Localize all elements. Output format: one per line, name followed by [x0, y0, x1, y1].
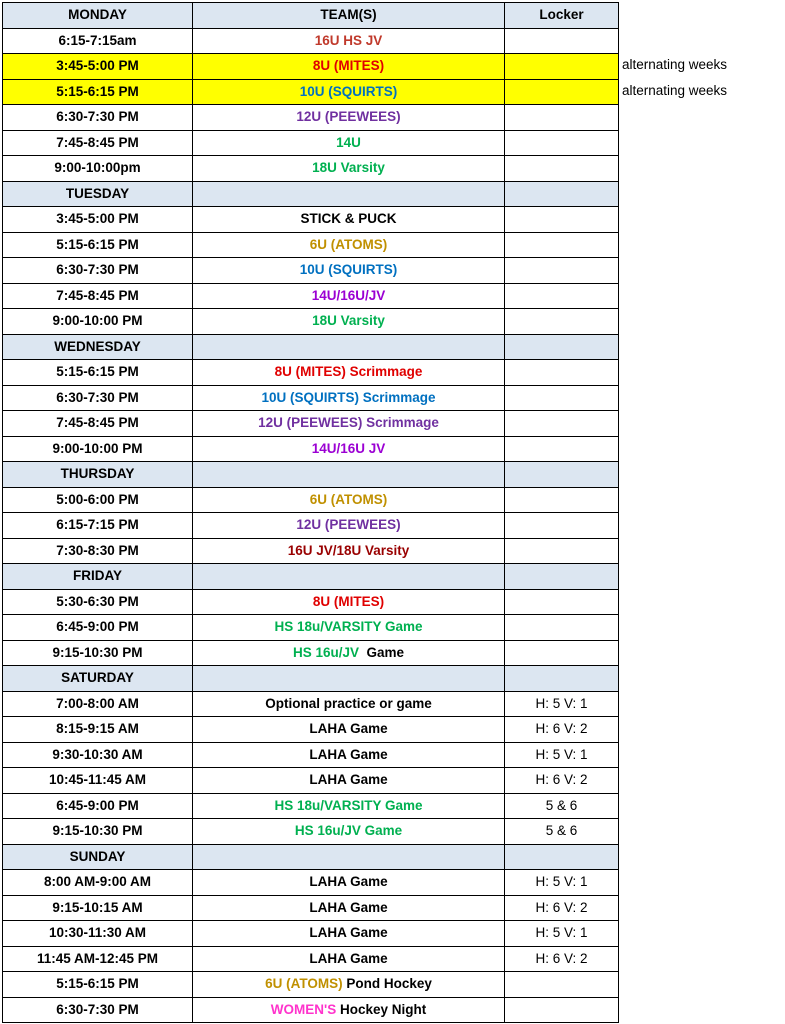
schedule-row	[3, 691, 619, 717]
team-cell	[193, 768, 505, 794]
locker-cell	[505, 436, 619, 462]
row-note: alternating weeks	[622, 57, 728, 72]
schedule-row	[3, 54, 619, 80]
locker-cell: H: 6 V: 2	[505, 946, 619, 972]
locker-cell: H: 6 V: 2	[505, 717, 619, 743]
header-locker-cell: Locker	[505, 3, 619, 29]
day-locker-cell	[505, 564, 619, 590]
team-text: 10U (SQUIRTS)	[299, 83, 398, 99]
team-text: 10U (SQUIRTS) Scrimmage	[261, 389, 436, 405]
time-cell: 6:45-9:00 PM	[3, 793, 193, 819]
team-cell	[193, 258, 505, 284]
team-text: 16U JV/18U Varsity	[287, 542, 410, 558]
schedule-row	[3, 946, 619, 972]
day-locker-cell	[505, 462, 619, 488]
schedule-row	[3, 997, 619, 1023]
team-text: Optional practice or game	[265, 695, 432, 711]
day-locker-cell	[505, 844, 619, 870]
team-text: WOMEN'S	[270, 1001, 337, 1017]
day-header-row	[3, 334, 619, 360]
schedule-table	[2, 2, 619, 1023]
team-cell	[193, 640, 505, 666]
time-cell: 10:30-11:30 AM	[3, 921, 193, 947]
day-locker-cell	[505, 181, 619, 207]
schedule-row	[3, 870, 619, 896]
team-cell	[193, 79, 505, 105]
team-cell	[193, 156, 505, 182]
day-label: THURSDAY	[3, 462, 193, 488]
team-cell	[193, 997, 505, 1023]
time-cell: 10:45-11:45 AM	[3, 768, 193, 794]
time-cell: 9:00-10:00pm	[3, 156, 193, 182]
time-cell: 3:45-5:00 PM	[3, 54, 193, 80]
team-text: 8U (MITES)	[312, 58, 385, 73]
schedule-row	[3, 360, 619, 386]
day-label: SATURDAY	[3, 666, 193, 692]
team-text: LAHA Game	[309, 950, 388, 966]
locker-cell	[505, 232, 619, 258]
team-cell	[193, 487, 505, 513]
team-text: LAHA Game	[309, 772, 388, 787]
locker-cell	[505, 309, 619, 335]
locker-cell	[505, 385, 619, 411]
team-cell	[193, 360, 505, 386]
time-cell: 6:30-7:30 PM	[3, 385, 193, 411]
team-text: HS 18u/VARSITY Game	[274, 797, 423, 813]
schedule-row	[3, 79, 619, 105]
day-label: FRIDAY	[3, 564, 193, 590]
locker-cell	[505, 156, 619, 182]
locker-cell	[505, 130, 619, 156]
team-cell	[193, 283, 505, 309]
schedule-row	[3, 309, 619, 335]
time-cell: 7:45-8:45 PM	[3, 283, 193, 309]
team-text: 6U (ATOMS)	[265, 976, 343, 991]
row-note: alternating weeks	[622, 82, 728, 98]
schedule-row	[3, 436, 619, 462]
team-text: Game	[359, 644, 405, 660]
locker-cell	[505, 615, 619, 641]
schedule-row	[3, 538, 619, 564]
team-text: 14U/16U/JV	[311, 287, 386, 303]
time-cell: 9:00-10:00 PM	[3, 309, 193, 335]
team-text: 18U Varsity	[312, 160, 385, 175]
time-cell: 7:45-8:45 PM	[3, 130, 193, 156]
team-text: LAHA Game	[309, 746, 388, 762]
time-cell: 7:30-8:30 PM	[3, 538, 193, 564]
day-label: TUESDAY	[3, 181, 193, 207]
schedule-row	[3, 411, 619, 437]
team-text: 18U Varsity	[312, 313, 385, 328]
team-cell	[193, 895, 505, 921]
schedule-row	[3, 130, 619, 156]
schedule-row	[3, 589, 619, 615]
team-cell	[193, 28, 505, 54]
schedule-row	[3, 742, 619, 768]
team-text: 12U (PEEWEES) Scrimmage	[258, 415, 439, 430]
locker-cell	[505, 283, 619, 309]
locker-cell	[505, 105, 619, 131]
header-team-cell: TEAM(S)	[193, 3, 505, 29]
time-cell: 5:30-6:30 PM	[3, 589, 193, 615]
team-text: 6U (ATOMS)	[309, 236, 388, 252]
day-team-cell	[193, 844, 505, 870]
schedule-row	[3, 640, 619, 666]
time-cell: 8:00 AM-9:00 AM	[3, 870, 193, 896]
team-cell	[193, 513, 505, 539]
locker-cell	[505, 538, 619, 564]
day-locker-cell	[505, 334, 619, 360]
schedule-row	[3, 895, 619, 921]
day-team-cell	[193, 334, 505, 360]
team-cell	[193, 742, 505, 768]
team-text: STICK & PUCK	[300, 211, 397, 226]
team-text: Pond Hockey	[342, 976, 432, 991]
time-cell: 9:00-10:00 PM	[3, 436, 193, 462]
team-text: 6U (ATOMS)	[309, 491, 388, 507]
time-cell: 8:15-9:15 AM	[3, 717, 193, 743]
team-text: 14U	[336, 134, 361, 150]
locker-cell: H: 5 V: 1	[505, 921, 619, 947]
schedule-row	[3, 768, 619, 794]
time-cell: 6:30-7:30 PM	[3, 997, 193, 1023]
team-cell	[193, 207, 505, 233]
day-header-row	[3, 181, 619, 207]
team-cell	[193, 946, 505, 972]
header-row	[3, 3, 619, 29]
schedule-body	[3, 3, 619, 1023]
team-cell	[193, 870, 505, 896]
schedule-row	[3, 513, 619, 539]
team-text: 12U (PEEWEES)	[296, 517, 401, 532]
day-team-cell	[193, 462, 505, 488]
schedule-row	[3, 717, 619, 743]
team-cell	[193, 54, 505, 80]
day-label: WEDNESDAY	[3, 334, 193, 360]
team-text: HS 16u/JV Game	[294, 823, 403, 838]
team-cell	[193, 436, 505, 462]
day-locker-cell	[505, 666, 619, 692]
time-cell: 9:15-10:30 PM	[3, 640, 193, 666]
time-cell: 6:30-7:30 PM	[3, 258, 193, 284]
schedule-row	[3, 105, 619, 131]
schedule-row	[3, 793, 619, 819]
day-header-row	[3, 564, 619, 590]
schedule-row	[3, 283, 619, 309]
time-cell: 5:15-6:15 PM	[3, 79, 193, 105]
locker-cell: H: 5 V: 1	[505, 870, 619, 896]
locker-cell	[505, 589, 619, 615]
schedule-row	[3, 156, 619, 182]
day-label: SUNDAY	[3, 844, 193, 870]
time-cell: 9:30-10:30 AM	[3, 742, 193, 768]
day-team-cell	[193, 564, 505, 590]
schedule-row	[3, 487, 619, 513]
team-cell	[193, 972, 505, 998]
schedule-row	[3, 921, 619, 947]
team-text: Hockey Night	[336, 1001, 427, 1017]
team-cell	[193, 921, 505, 947]
time-cell: 9:15-10:15 AM	[3, 895, 193, 921]
locker-cell	[505, 54, 619, 80]
locker-cell	[505, 79, 619, 105]
time-cell: 9:15-10:30 PM	[3, 819, 193, 845]
team-text: LAHA Game	[309, 874, 388, 889]
time-cell: 3:45-5:00 PM	[3, 207, 193, 233]
time-cell: 5:15-6:15 PM	[3, 360, 193, 386]
time-cell: 7:00-8:00 AM	[3, 691, 193, 717]
locker-cell	[505, 28, 619, 54]
team-text: 14U/16U JV	[311, 440, 386, 456]
team-text: LAHA Game	[309, 899, 388, 915]
schedule-row	[3, 615, 619, 641]
team-text: HS 16u/JV	[292, 644, 359, 660]
schedule-row	[3, 207, 619, 233]
team-cell	[193, 819, 505, 845]
team-cell	[193, 411, 505, 437]
schedule-row	[3, 972, 619, 998]
team-text: HS 18u/VARSITY Game	[274, 619, 423, 634]
day-header-row	[3, 844, 619, 870]
locker-cell	[505, 207, 619, 233]
schedule-row	[3, 258, 619, 284]
locker-cell	[505, 640, 619, 666]
team-cell	[193, 589, 505, 615]
time-cell: 11:45 AM-12:45 PM	[3, 946, 193, 972]
locker-cell: H: 6 V: 2	[505, 895, 619, 921]
locker-cell: 5 & 6	[505, 793, 619, 819]
team-text: LAHA Game	[309, 721, 388, 736]
team-text: 12U (PEEWEES)	[296, 109, 401, 124]
team-text: 10U (SQUIRTS)	[299, 262, 398, 277]
team-cell	[193, 130, 505, 156]
time-cell: 6:15-7:15am	[3, 28, 193, 54]
locker-cell	[505, 360, 619, 386]
time-cell: 5:00-6:00 PM	[3, 487, 193, 513]
team-cell	[193, 385, 505, 411]
locker-cell	[505, 411, 619, 437]
day-team-cell	[193, 666, 505, 692]
locker-cell: 5 & 6	[505, 819, 619, 845]
locker-cell	[505, 487, 619, 513]
schedule-row	[3, 28, 619, 54]
time-cell: 6:45-9:00 PM	[3, 615, 193, 641]
team-cell	[193, 105, 505, 131]
time-cell: 6:30-7:30 PM	[3, 105, 193, 131]
time-cell: 7:45-8:45 PM	[3, 411, 193, 437]
time-cell: 5:15-6:15 PM	[3, 232, 193, 258]
locker-cell	[505, 513, 619, 539]
schedule-row	[3, 232, 619, 258]
team-cell	[193, 309, 505, 335]
day-team-cell	[193, 181, 505, 207]
time-cell: 5:15-6:15 PM	[3, 972, 193, 998]
team-cell	[193, 793, 505, 819]
team-cell	[193, 538, 505, 564]
locker-cell: H: 6 V: 2	[505, 768, 619, 794]
locker-cell: H: 5 V: 1	[505, 742, 619, 768]
schedule-row	[3, 819, 619, 845]
team-text: LAHA Game	[309, 925, 388, 940]
time-cell: 6:15-7:15 PM	[3, 513, 193, 539]
team-text: 16U HS JV	[314, 32, 383, 48]
locker-cell	[505, 258, 619, 284]
team-text: 8U (MITES) Scrimmage	[274, 364, 423, 379]
schedule-row	[3, 385, 619, 411]
day-header-row	[3, 462, 619, 488]
team-cell	[193, 691, 505, 717]
locker-cell	[505, 997, 619, 1023]
locker-cell: H: 5 V: 1	[505, 691, 619, 717]
team-cell	[193, 615, 505, 641]
team-cell	[193, 717, 505, 743]
team-cell	[193, 232, 505, 258]
locker-cell	[505, 972, 619, 998]
team-text: 8U (MITES)	[312, 593, 385, 609]
header-time-cell: MONDAY	[3, 3, 193, 29]
day-header-row	[3, 666, 619, 692]
